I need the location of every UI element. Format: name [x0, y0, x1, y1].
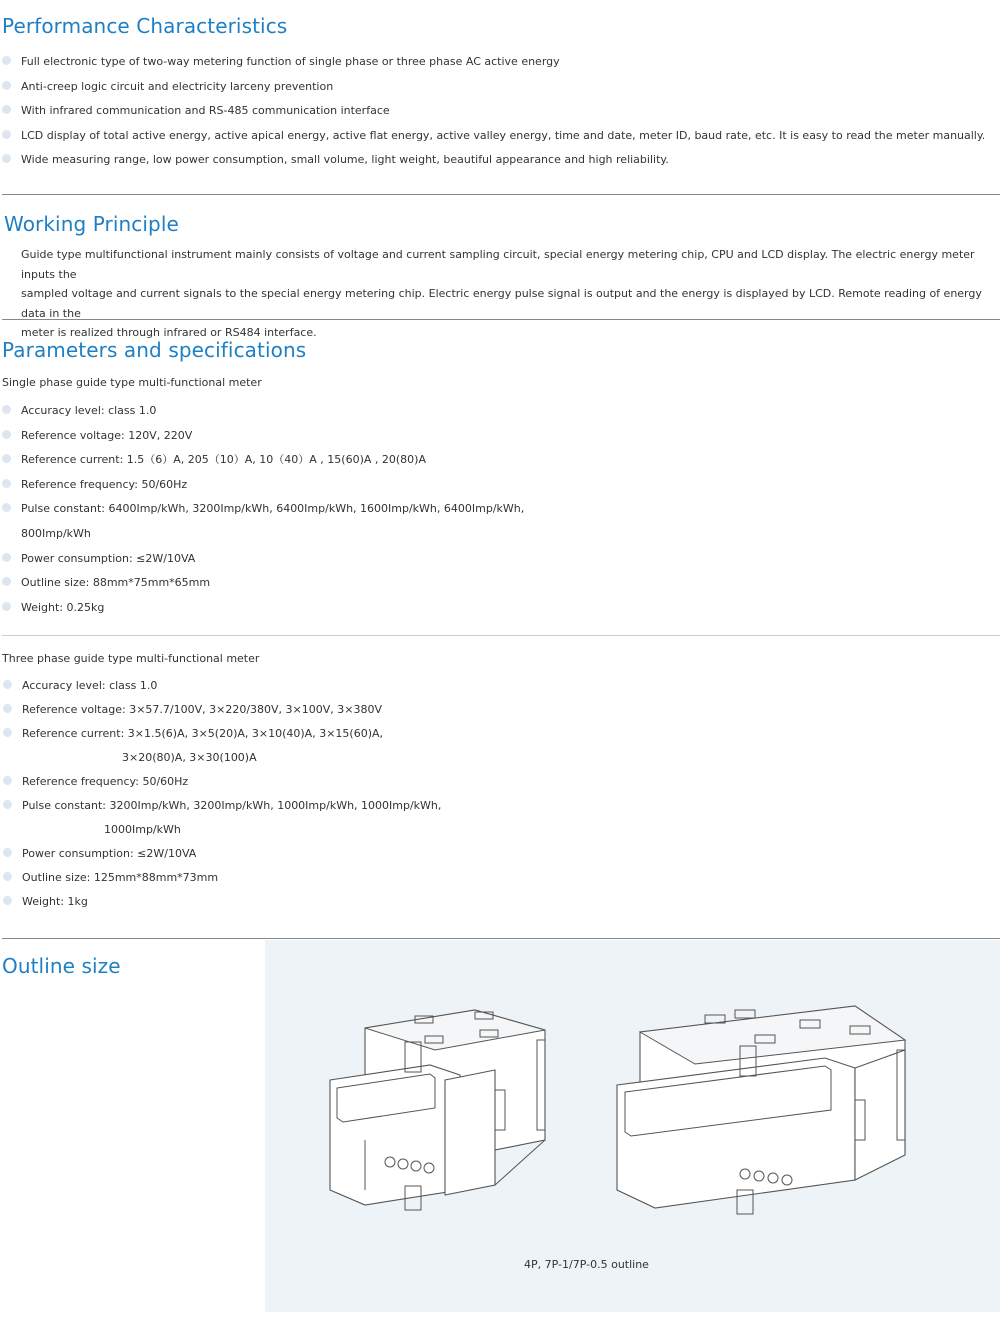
params-title: Parameters and specifications — [2, 338, 307, 362]
meter-7p-drawing — [617, 1006, 905, 1214]
bullet-icon — [2, 81, 11, 90]
performance-title: Performance Characteristics — [2, 14, 288, 38]
bullet-icon — [3, 680, 12, 689]
divider — [2, 938, 1000, 939]
bullet-icon — [3, 776, 12, 785]
bullet-icon — [3, 800, 12, 809]
bullet-icon — [3, 848, 12, 857]
bullet-icon — [2, 405, 11, 414]
outline-title: Outline size — [2, 954, 121, 978]
working-title: Working Principle — [4, 212, 179, 236]
working-paragraph: Guide type multifunctional instrument mainly consists of voltage and current sampling circuit, special energy metering chip, CPU and LCD display. The electric energy meter inputs the sampled voltage and current signals to the special energy metering chip. Electric energy pulse signal is output and the energy is displayed by LCD. Remote reading of energy data in the meter is realized through infrared or RS484 interface. — [21, 248, 982, 339]
bullet-icon — [2, 553, 11, 562]
meter-outline-drawing — [265, 940, 1000, 1312]
bullet-icon — [2, 56, 11, 65]
divider — [2, 635, 1000, 636]
divider — [2, 194, 1000, 195]
bullet-icon — [3, 704, 12, 713]
meter-4p-drawing — [330, 1010, 545, 1210]
bullet-icon — [2, 479, 11, 488]
single-phase-title: Single phase guide type multi-functional meter — [2, 376, 262, 389]
bullet-icon — [2, 602, 11, 611]
bullet-icon — [2, 503, 11, 512]
bullet-icon — [2, 430, 11, 439]
outline-image-panel — [265, 940, 1000, 1312]
bullet-icon — [2, 154, 11, 163]
bullet-icon — [3, 728, 12, 737]
bullet-icon — [3, 896, 12, 905]
three-phase-title: Three phase guide type multi-functional meter — [2, 652, 260, 665]
divider — [2, 319, 1000, 320]
outline-caption: 4P, 7P-1/7P-0.5 outline — [524, 1258, 649, 1271]
bullet-icon — [3, 872, 12, 881]
bullet-icon — [2, 105, 11, 114]
bullet-icon — [2, 577, 11, 586]
bullet-icon — [2, 130, 11, 139]
bullet-icon — [2, 454, 11, 463]
